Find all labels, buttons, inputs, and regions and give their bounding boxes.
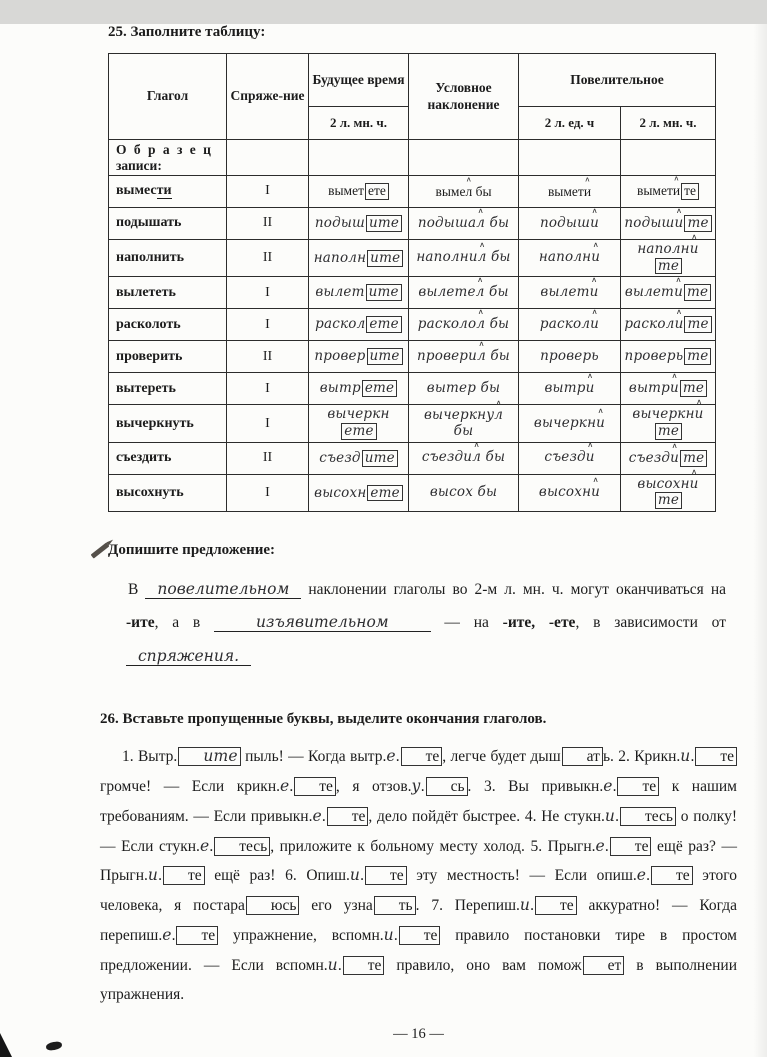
text-fragment: наполнить	[116, 250, 185, 266]
boxed-ending: те	[535, 896, 577, 915]
text-fragment: ти	[156, 183, 172, 199]
scan-blob-artifact	[46, 1041, 63, 1051]
text-fragment: проверь	[624, 348, 684, 365]
verb-cell	[109, 240, 227, 277]
boxed-ending: те	[655, 258, 682, 275]
cond-cell	[409, 277, 519, 309]
cond-cell	[409, 474, 519, 511]
conj-cell: I	[227, 176, 309, 208]
text-fragment: .	[420, 777, 425, 795]
pl-cell	[621, 341, 716, 373]
header-future: Будущее время	[309, 54, 409, 107]
letter-with-caret: ∧ и	[670, 451, 679, 467]
boxed-ending: те	[684, 348, 711, 365]
future-cell	[309, 208, 409, 240]
handwritten-letter: е	[386, 747, 396, 766]
text-fragment: бы	[472, 183, 492, 199]
letter-with-caret: ∧ и	[673, 183, 680, 199]
text-fragment: подыш	[624, 215, 675, 232]
boxed-ending: те	[294, 777, 336, 796]
text-fragment: его узна	[299, 897, 373, 915]
pl-cell	[621, 309, 716, 341]
empty-cell	[409, 140, 519, 176]
handwritten-letter: и	[680, 747, 691, 766]
text-fragment: -ите	[126, 614, 155, 632]
boxed-ending: те	[327, 807, 369, 826]
boxed-ending: те	[680, 380, 707, 397]
boxed-ending: ите	[367, 250, 403, 267]
text-fragment: вычеркн	[533, 414, 597, 431]
boxed-ending: тесь	[214, 837, 270, 856]
handwritten-letter: е	[312, 806, 322, 825]
handwritten-letter: у	[411, 776, 421, 795]
future-cell	[309, 442, 409, 474]
boxed-ending: ете	[362, 380, 397, 397]
sg-cell	[519, 405, 621, 442]
conj-cell: I	[227, 474, 309, 511]
text-fragment: , приложите к больному месту холод. 5. Прыгн.	[270, 837, 596, 855]
letter-with-caret: ∧ л	[494, 408, 503, 424]
handwritten-blank: повелительном	[145, 580, 301, 599]
conj-cell: II	[227, 240, 309, 277]
verb-cell	[109, 405, 227, 442]
exercise26-title: 26. Вставьте пропущенные буквы, выделите окончания глаголов.	[100, 711, 547, 728]
text-fragment: .	[615, 807, 619, 825]
text-fragment: наклонении глаголы во 2-м л. мн. ч. могут оканчиваться на	[301, 581, 726, 599]
handwritten-letter: е	[162, 926, 172, 945]
letter-with-caret: ∧ и	[674, 285, 683, 301]
sg-cell	[519, 277, 621, 309]
table-row	[109, 176, 716, 208]
letter-with-caret: ∧ и	[586, 450, 595, 466]
letter-with-caret: ∧ и	[670, 381, 679, 397]
text-fragment: вылет	[315, 284, 365, 301]
boxed-ending: те	[176, 926, 218, 945]
sample-entry-label	[109, 140, 227, 176]
conj-cell: II	[227, 341, 309, 373]
text-fragment: наполн	[313, 249, 367, 266]
text-fragment: высохн	[314, 484, 367, 501]
text-fragment: подышать	[116, 215, 182, 231]
text-fragment: наполн	[538, 249, 592, 266]
boxed-ending: ите	[366, 215, 402, 232]
future-cell	[309, 373, 409, 405]
text-fragment: высохн	[538, 484, 592, 501]
text-fragment: , в зависимости от	[575, 614, 726, 632]
sg-cell	[519, 240, 621, 277]
boxed-ending: ете	[366, 316, 401, 333]
text-fragment: , легче будет дыш	[442, 748, 561, 766]
table-head	[109, 54, 716, 140]
text-fragment: проверь	[540, 348, 599, 365]
text-fragment: .	[209, 837, 214, 855]
handwritten-blank: спряжения.	[126, 647, 251, 666]
handwritten-letter: е	[636, 866, 647, 885]
text-fragment: вытр	[628, 380, 670, 397]
page-content	[100, 24, 737, 1043]
letter-with-caret: ∧ л	[478, 250, 487, 266]
pl-cell	[621, 176, 716, 208]
text-fragment: .	[337, 956, 342, 974]
pl-cell	[621, 474, 716, 511]
verb-cell	[109, 442, 227, 474]
boxed-ending: те	[617, 777, 659, 796]
text-fragment: вымес	[116, 183, 157, 199]
boxed-ending: сь	[426, 777, 468, 796]
text-fragment: раскол	[539, 316, 591, 333]
boxed-ending: ите	[178, 747, 240, 766]
text-fragment: .	[604, 837, 609, 855]
text-fragment: . 3. Вы привыкн.	[467, 777, 604, 795]
handwritten-letter: е	[199, 836, 210, 855]
text-fragment: вылететь	[116, 284, 176, 300]
boxed-ending: те	[684, 215, 711, 232]
sg-cell	[519, 208, 621, 240]
text-fragment: правило постановки тире в простом предложении. — Если вспомн.	[100, 927, 737, 974]
handwritten-letter: и	[147, 866, 159, 885]
boxed-ending: те	[399, 926, 441, 945]
exercise25-table	[108, 53, 716, 512]
text-fragment: -ите, -ете	[502, 614, 576, 632]
boxed-ending: те	[684, 284, 711, 301]
text-fragment: . 7. Перепиш.	[415, 897, 520, 915]
workbook-page	[0, 24, 767, 1057]
text-fragment: ещё раз! 6. Опиш.	[204, 867, 350, 885]
fill-task-label: Допишите предложение:	[108, 542, 276, 559]
empty-cell	[227, 140, 309, 176]
text-fragment: выме	[435, 183, 466, 199]
sample-row	[109, 140, 716, 176]
text-fragment: вымет	[547, 183, 584, 199]
cond-cell	[409, 373, 519, 405]
handwritten-blank: изъявительном	[214, 613, 431, 632]
letter-with-caret: ∧ и	[675, 216, 684, 232]
letter-with-caret: ∧ и	[690, 242, 699, 258]
text-fragment: расколо	[417, 316, 477, 333]
boxed-ending: ете	[365, 183, 389, 200]
pencil-icon	[91, 542, 110, 558]
text-fragment: съезд	[319, 449, 361, 466]
header-future-sub: 2 л. мн. ч.	[309, 107, 409, 140]
text-fragment: провери	[417, 348, 478, 365]
cond-cell	[409, 240, 519, 277]
cond-cell	[409, 176, 519, 208]
conj-cell: I	[227, 373, 309, 405]
text-fragment: эту местность! — Если опиш.	[406, 867, 637, 885]
text-fragment: бы	[485, 214, 510, 231]
text-fragment: вымет	[328, 183, 364, 199]
boxed-ending: те	[343, 956, 385, 975]
boxed-ending: юсь	[246, 896, 300, 915]
letter-with-caret: ∧ и	[591, 250, 600, 266]
table-row	[109, 208, 716, 240]
empty-cell	[621, 140, 716, 176]
handwritten-letter: и	[383, 926, 394, 945]
text-fragment: , а в	[154, 614, 215, 632]
cond-cell	[409, 341, 519, 373]
text-fragment: наполни	[416, 249, 478, 266]
empty-cell	[309, 140, 409, 176]
text-fragment: бы	[485, 348, 510, 365]
pl-cell	[621, 442, 716, 474]
letter-with-caret: ∧ и	[590, 216, 599, 232]
text-fragment: вытр	[544, 380, 586, 397]
text-fragment: — на	[430, 614, 503, 632]
conj-cell: I	[227, 309, 309, 341]
handwritten-letter: е	[603, 776, 613, 795]
text-fragment: ещё раз? — Прыгн.	[100, 837, 738, 885]
sg-cell	[519, 176, 621, 208]
text-fragment: ь. 2. Крикн.	[602, 748, 681, 766]
letter-with-caret: ∧ л	[465, 184, 472, 200]
text-fragment: вылет	[624, 284, 675, 301]
conj-cell: II	[227, 208, 309, 240]
sg-cell	[519, 309, 621, 341]
handwritten-letter: и	[604, 806, 616, 825]
letter-with-caret: ∧ л	[472, 450, 481, 466]
future-cell	[309, 341, 409, 373]
text-fragment: наполн	[637, 241, 690, 258]
boxed-ending: ите	[366, 284, 402, 301]
pl-cell	[621, 405, 716, 442]
sg-cell	[519, 341, 621, 373]
letter-with-caret: ∧ и	[596, 416, 605, 432]
verb-cell	[109, 474, 227, 511]
table-row	[109, 240, 716, 277]
text-fragment: подыш	[539, 214, 591, 231]
header-imperative-singular: 2 л. ед. ч	[519, 107, 621, 140]
text-fragment: В	[128, 581, 146, 599]
sample-label-line2: записи:	[116, 157, 162, 173]
letter-with-caret: ∧ л	[476, 216, 485, 232]
pl-cell	[621, 240, 716, 277]
verb-cell	[109, 309, 227, 341]
text-fragment: съезд	[628, 449, 671, 466]
text-fragment: , дело пойдёт быстрее. 4. Не стукн.	[368, 807, 605, 825]
text-fragment: упражнение, вспомн.	[218, 927, 384, 945]
text-fragment: высохнуть	[116, 484, 184, 500]
scan-corner-artifact	[0, 1033, 12, 1057]
cond-cell	[409, 309, 519, 341]
boxed-ending: те	[681, 183, 699, 200]
text-fragment: вычеркну	[423, 407, 495, 424]
text-fragment: бы	[484, 284, 509, 301]
header-imperative-plural: 2 л. мн. ч.	[621, 107, 716, 140]
text-fragment: бы	[485, 316, 510, 333]
pl-cell	[621, 277, 716, 309]
boxed-ending: те	[655, 423, 682, 440]
table-row	[109, 277, 716, 309]
text-fragment: вытер бы	[426, 380, 501, 397]
text-fragment: вымет	[636, 183, 673, 199]
pl-cell	[621, 208, 716, 240]
handwritten-letter: е	[595, 836, 605, 855]
boxed-ending: ет	[583, 956, 625, 975]
cond-cell	[409, 405, 519, 442]
text-fragment: вычеркн	[327, 406, 390, 423]
header-conjugation: Спряже-ние	[227, 54, 309, 140]
boxed-ending: ете	[367, 485, 402, 502]
header-imperative: Повелительное	[519, 54, 716, 107]
boxed-ending: те	[163, 866, 205, 885]
boxed-ending: те	[610, 837, 652, 856]
text-fragment: проверить	[116, 348, 183, 364]
text-fragment: вылете	[418, 284, 476, 301]
text-fragment: , я отзов.	[335, 777, 412, 795]
table-row	[109, 373, 716, 405]
future-cell	[309, 277, 409, 309]
empty-cell	[519, 140, 621, 176]
text-fragment: вытр	[319, 380, 361, 397]
text-fragment: съезд	[544, 449, 586, 466]
text-fragment: .	[289, 777, 294, 795]
sample-label-line1: О б р а з е ц	[116, 142, 213, 157]
text-fragment: .	[395, 748, 400, 766]
header-conditional: Условное наклонение	[409, 54, 519, 140]
sg-cell	[519, 474, 621, 511]
text-fragment: подыш	[314, 215, 366, 232]
future-cell	[309, 309, 409, 341]
boxed-ending: ите	[362, 450, 398, 467]
boxed-ending: те	[655, 492, 682, 509]
verb-cell	[109, 176, 227, 208]
future-cell	[309, 176, 409, 208]
exercise25-title: 25. Заполните таблицу:	[108, 24, 266, 40]
text-fragment: раскол	[624, 316, 675, 333]
verb-cell	[109, 341, 227, 373]
table-row	[109, 474, 716, 511]
handwritten-letter: и	[519, 896, 531, 915]
text-fragment: о полку! — Если стукн.	[100, 807, 737, 855]
boxed-ending: ете	[341, 423, 376, 440]
sg-cell	[519, 442, 621, 474]
text-fragment: расколоть	[116, 316, 181, 332]
table-row	[109, 405, 716, 442]
cond-cell	[409, 208, 519, 240]
boxed-ending: те	[651, 866, 693, 885]
conj-cell: I	[227, 405, 309, 442]
future-cell	[309, 405, 409, 442]
table-row	[109, 442, 716, 474]
text-fragment: вычеркнуть	[116, 415, 194, 431]
text-fragment: .	[393, 927, 398, 945]
text-fragment: громче! — Если крикн.	[100, 777, 281, 795]
text-fragment: вытереть	[116, 380, 176, 396]
text-fragment: .	[321, 807, 326, 825]
text-fragment: .	[158, 867, 162, 885]
letter-with-caret: ∧ л	[477, 349, 486, 365]
letter-with-caret: ∧ и	[590, 317, 599, 333]
text-fragment: высохн	[637, 475, 690, 492]
text-fragment: .	[690, 748, 695, 766]
boxed-ending: тесь	[620, 807, 676, 826]
letter-with-caret: ∧ л	[476, 285, 485, 301]
verb-cell	[109, 373, 227, 405]
verb-cell	[109, 277, 227, 309]
text-fragment: этого человека, я постара	[100, 867, 737, 915]
header-verb: Глагол	[109, 54, 227, 140]
text-fragment: пыль! — Когда вытр.	[240, 748, 387, 766]
text-fragment: съезди	[421, 449, 473, 466]
letter-with-caret: ∧ и	[584, 184, 591, 200]
text-fragment: к нашим требованиям. — Если привыкн.	[100, 777, 737, 825]
letter-with-caret: ∧ и	[695, 407, 704, 423]
future-cell	[309, 240, 409, 277]
boxed-ending: ите	[367, 348, 403, 365]
text-fragment: съездить	[116, 450, 172, 466]
handwritten-letter: е	[280, 776, 290, 795]
table-body	[109, 140, 716, 512]
text-fragment: .	[612, 777, 617, 795]
letter-with-caret: ∧ л	[476, 317, 485, 333]
boxed-ending: ат	[562, 747, 603, 766]
text-fragment: провер	[314, 348, 366, 365]
text-fragment: .	[360, 867, 364, 885]
boxed-ending: те	[695, 747, 737, 766]
text-fragment: вычеркн	[632, 406, 695, 423]
text-fragment: .	[530, 897, 534, 915]
boxed-ending: ть	[374, 896, 416, 915]
letter-with-caret: ∧ и	[586, 381, 595, 397]
letter-with-caret: ∧ и	[590, 285, 599, 301]
text-fragment: 1. Вытр.	[122, 748, 178, 766]
text-fragment: .	[646, 867, 651, 885]
boxed-ending: те	[680, 450, 707, 467]
boxed-ending: те	[365, 866, 407, 885]
text-fragment: раскол	[315, 316, 366, 333]
handwritten-letter: и	[327, 955, 338, 974]
conj-cell: II	[227, 442, 309, 474]
boxed-ending: те	[401, 747, 443, 766]
text-fragment: бы	[481, 449, 506, 466]
text-fragment: бы	[453, 422, 474, 439]
text-fragment: подыша	[417, 214, 477, 231]
verb-cell	[109, 208, 227, 240]
exercise26-text	[100, 742, 737, 1009]
text-fragment: высох бы	[429, 484, 498, 501]
fill-section	[108, 542, 737, 673]
fill-sentence	[126, 573, 726, 673]
text-fragment: аккуратно! — Когда перепиш.	[100, 897, 737, 945]
letter-with-caret: ∧ и	[591, 485, 600, 501]
letter-with-caret: ∧ и	[675, 317, 684, 333]
handwritten-letter: и	[349, 866, 361, 885]
cond-cell	[409, 442, 519, 474]
sg-cell	[519, 373, 621, 405]
text-fragment: правило, оно вам помож	[384, 956, 582, 974]
letter-with-caret: ∧ и	[690, 477, 699, 493]
conj-cell: I	[227, 277, 309, 309]
text-fragment: бы	[486, 249, 511, 266]
future-cell	[309, 474, 409, 511]
text-fragment: в выполнении упражнения.	[100, 956, 737, 1003]
text-fragment: .	[171, 927, 176, 945]
table-row	[109, 309, 716, 341]
table-row	[109, 341, 716, 373]
table-header-row-1	[109, 54, 716, 107]
page-number: — 16 —	[393, 1025, 444, 1042]
text-fragment: вылет	[540, 284, 590, 301]
boxed-ending: те	[684, 316, 711, 333]
